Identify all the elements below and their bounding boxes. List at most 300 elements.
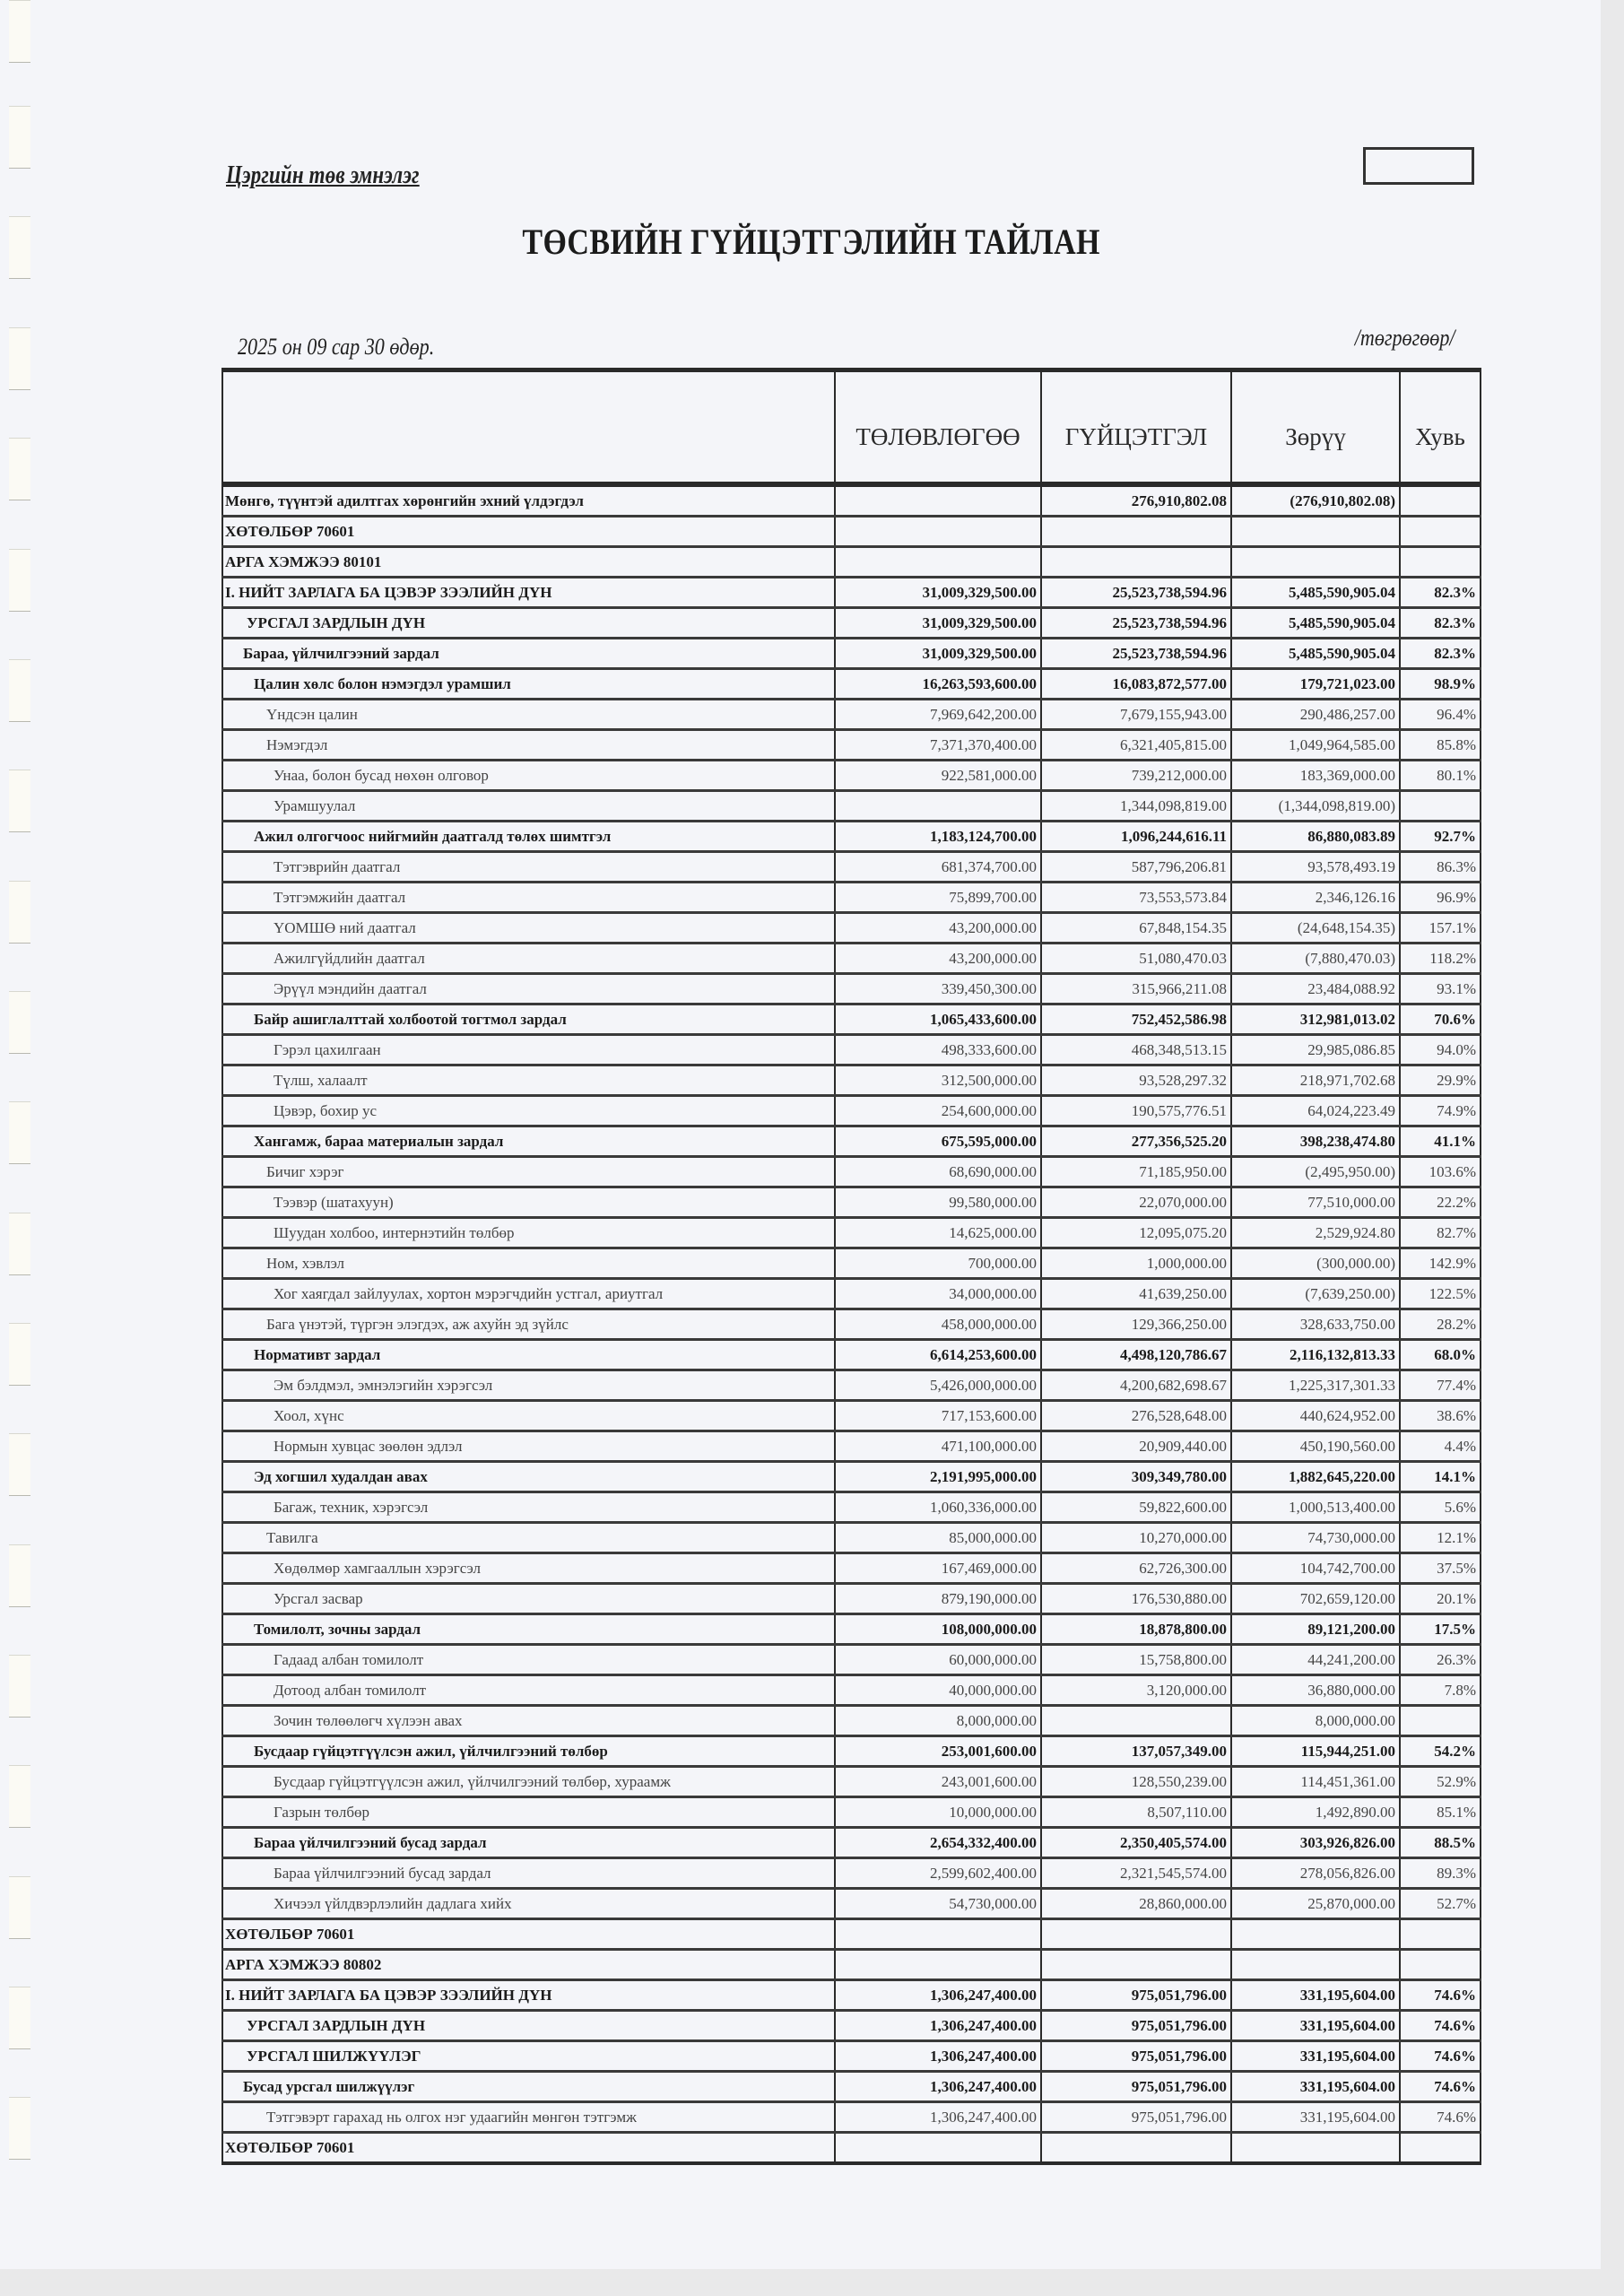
- difference-value: 64,024,223.49: [1231, 1096, 1400, 1126]
- actual-value: 309,349,780.00: [1041, 1462, 1231, 1492]
- table-row: [222, 1858, 1481, 1889]
- percent-value: 74.6%: [1400, 2102, 1481, 2133]
- actual-value: [1041, 1950, 1231, 1980]
- difference-value: 331,195,604.00: [1231, 2041, 1400, 2072]
- binding-hole: [9, 1876, 30, 1939]
- percent-value: 74.9%: [1400, 1096, 1481, 1126]
- table-row: [222, 2041, 1481, 2072]
- difference-value: (7,639,250.00): [1231, 1279, 1400, 1309]
- table-row: [222, 2133, 1481, 2164]
- actual-value: 41,639,250.00: [1041, 1279, 1231, 1309]
- row-label: УРСГАЛ ЗАРДЛЫН ДҮН: [222, 2011, 835, 2041]
- row-label: Багаж, техник, хэрэгсэл: [222, 1492, 835, 1523]
- table-row: [222, 1980, 1481, 2011]
- actual-value: 20,909,440.00: [1041, 1431, 1231, 1462]
- header-plan: ТӨЛӨВЛӨГӨӨ: [835, 370, 1041, 485]
- table-row: [222, 1462, 1481, 1492]
- table-row: [222, 1370, 1481, 1401]
- plan-value: 1,306,247,400.00: [835, 1980, 1041, 2011]
- plan-value: 700,000.00: [835, 1248, 1041, 1279]
- plan-value: 5,426,000,000.00: [835, 1370, 1041, 1401]
- table-row: [222, 1248, 1481, 1279]
- table-row: [222, 1523, 1481, 1553]
- row-label: Мөнгө, түүнтэй адилтгах хөрөнгийн эхний үлдэгдэл: [222, 484, 835, 517]
- table-row: [222, 1279, 1481, 1309]
- table-row: [222, 791, 1481, 822]
- plan-value: 471,100,000.00: [835, 1431, 1041, 1462]
- percent-value: 26.3%: [1400, 1645, 1481, 1675]
- table-row: [222, 1096, 1481, 1126]
- actual-value: [1041, 2133, 1231, 2164]
- table-row: [222, 1828, 1481, 1858]
- row-label: Шуудан холбоо, интернэтийн төлбөр: [222, 1218, 835, 1248]
- row-label: Тээвэр (шатахуун): [222, 1187, 835, 1218]
- difference-value: 1,882,645,220.00: [1231, 1462, 1400, 1492]
- actual-value: 975,051,796.00: [1041, 2102, 1231, 2133]
- actual-value: 276,910,802.08: [1041, 484, 1231, 517]
- row-label: Хог хаягдал зайлуулах, хортон мэрэгчдийн устгал, ариутгал: [222, 1279, 835, 1309]
- plan-value: 6,614,253,600.00: [835, 1340, 1041, 1370]
- table-row: [222, 1340, 1481, 1370]
- actual-value: 12,095,075.20: [1041, 1218, 1231, 1248]
- difference-value: 331,195,604.00: [1231, 1980, 1400, 2011]
- table-row: [222, 730, 1481, 761]
- difference-value: 74,730,000.00: [1231, 1523, 1400, 1553]
- actual-value: 71,185,950.00: [1041, 1157, 1231, 1187]
- actual-value: 2,350,405,574.00: [1041, 1828, 1231, 1858]
- actual-value: 25,523,738,594.96: [1041, 608, 1231, 639]
- actual-value: 18,878,800.00: [1041, 1614, 1231, 1645]
- percent-value: 74.6%: [1400, 2011, 1481, 2041]
- header-percent: Хувь: [1400, 370, 1481, 485]
- row-label: Урамшуулал: [222, 791, 835, 822]
- difference-value: (1,344,098,819.00): [1231, 791, 1400, 822]
- plan-value: 2,191,995,000.00: [835, 1462, 1041, 1492]
- plan-value: 8,000,000.00: [835, 1706, 1041, 1736]
- plan-value: 31,009,329,500.00: [835, 639, 1041, 669]
- difference-value: 1,225,317,301.33: [1231, 1370, 1400, 1401]
- header-actual: ГҮЙЦЭТГЭЛ: [1041, 370, 1231, 485]
- table-row: [222, 1035, 1481, 1065]
- actual-value: 276,528,648.00: [1041, 1401, 1231, 1431]
- plan-value: 68,690,000.00: [835, 1157, 1041, 1187]
- table-row: [222, 1614, 1481, 1645]
- plan-value: 717,153,600.00: [835, 1401, 1041, 1431]
- row-label: Эрүүл мэндийн даатгал: [222, 974, 835, 1004]
- row-label: Бусад урсгал шилжүүлэг: [222, 2072, 835, 2102]
- difference-value: 114,451,361.00: [1231, 1767, 1400, 1797]
- difference-value: 5,485,590,905.04: [1231, 608, 1400, 639]
- difference-value: 89,121,200.00: [1231, 1614, 1400, 1645]
- table-row: [222, 484, 1481, 517]
- plan-value: 31,009,329,500.00: [835, 578, 1041, 608]
- percent-value: 41.1%: [1400, 1126, 1481, 1157]
- actual-value: 975,051,796.00: [1041, 2072, 1231, 2102]
- table-row: [222, 639, 1481, 669]
- plan-value: 1,183,124,700.00: [835, 822, 1041, 852]
- row-label: I. НИЙТ ЗАРЛАГА БА ЦЭВЭР ЗЭЭЛИЙН ДҮН: [222, 578, 835, 608]
- table-row: [222, 1126, 1481, 1157]
- plan-value: 167,469,000.00: [835, 1553, 1041, 1584]
- percent-value: 77.4%: [1400, 1370, 1481, 1401]
- actual-value: 137,057,349.00: [1041, 1736, 1231, 1767]
- report-title: ТӨСВИЙН ГҮЙЦЭТГЭЛИЙН ТАЙЛАН: [522, 222, 1100, 262]
- percent-value: 89.3%: [1400, 1858, 1481, 1889]
- actual-value: 8,507,110.00: [1041, 1797, 1231, 1828]
- plan-value: 1,306,247,400.00: [835, 2011, 1041, 2041]
- row-label: Бусдаар гүйцэтгүүлсэн ажил, үйлчилгээний төлбөр: [222, 1736, 835, 1767]
- table-row: [222, 1736, 1481, 1767]
- header-difference: Зөрүү: [1231, 370, 1400, 485]
- plan-value: 31,009,329,500.00: [835, 608, 1041, 639]
- percent-value: 17.5%: [1400, 1614, 1481, 1645]
- difference-value: 440,624,952.00: [1231, 1401, 1400, 1431]
- plan-value: 339,450,300.00: [835, 974, 1041, 1004]
- row-label: Унаа, болон бусад нөхөн олговор: [222, 761, 835, 791]
- plan-value: 253,001,600.00: [835, 1736, 1041, 1767]
- binding-hole: [9, 327, 30, 390]
- difference-value: 2,116,132,813.33: [1231, 1340, 1400, 1370]
- percent-value: 54.2%: [1400, 1736, 1481, 1767]
- plan-value: 254,600,000.00: [835, 1096, 1041, 1126]
- row-label: Бага үнэтэй, түргэн элэгдэх, аж ахуйн эд зүйлс: [222, 1309, 835, 1340]
- table-row: [222, 883, 1481, 913]
- table-row: [222, 1431, 1481, 1462]
- plan-value: 1,306,247,400.00: [835, 2041, 1041, 2072]
- table-row: [222, 822, 1481, 852]
- difference-value: 93,578,493.19: [1231, 852, 1400, 883]
- difference-value: [1231, 547, 1400, 578]
- plan-value: 458,000,000.00: [835, 1309, 1041, 1340]
- actual-value: 7,679,155,943.00: [1041, 700, 1231, 730]
- actual-value: 190,575,776.51: [1041, 1096, 1231, 1126]
- percent-value: [1400, 1706, 1481, 1736]
- difference-value: 8,000,000.00: [1231, 1706, 1400, 1736]
- actual-value: 51,080,470.03: [1041, 944, 1231, 974]
- actual-value: 25,523,738,594.96: [1041, 639, 1231, 669]
- percent-value: [1400, 1950, 1481, 1980]
- difference-value: 115,944,251.00: [1231, 1736, 1400, 1767]
- table-row: [222, 974, 1481, 1004]
- difference-value: 398,238,474.80: [1231, 1126, 1400, 1157]
- table-row: [222, 1401, 1481, 1431]
- percent-value: [1400, 484, 1481, 517]
- row-label: Нормын хувцас зөөлөн эдлэл: [222, 1431, 835, 1462]
- plan-value: 40,000,000.00: [835, 1675, 1041, 1706]
- plan-value: 922,581,000.00: [835, 761, 1041, 791]
- actual-value: 59,822,600.00: [1041, 1492, 1231, 1523]
- plan-value: 2,654,332,400.00: [835, 1828, 1041, 1858]
- binding-hole: [9, 0, 30, 63]
- budget-execution-table: [221, 368, 1481, 2165]
- actual-value: 93,528,297.32: [1041, 1065, 1231, 1096]
- difference-value: [1231, 2133, 1400, 2164]
- row-label: Бараа, үйлчилгээний зардал: [222, 639, 835, 669]
- difference-value: 450,190,560.00: [1231, 1431, 1400, 1462]
- difference-value: 2,529,924.80: [1231, 1218, 1400, 1248]
- actual-value: [1041, 1919, 1231, 1950]
- binding-hole: [9, 770, 30, 832]
- percent-value: 38.6%: [1400, 1401, 1481, 1431]
- row-label: Гэрэл цахилгаан: [222, 1035, 835, 1065]
- table-row: [222, 1492, 1481, 1523]
- binding-hole: [9, 1433, 30, 1496]
- percent-value: 52.9%: [1400, 1767, 1481, 1797]
- table-row: [222, 1065, 1481, 1096]
- percent-value: [1400, 517, 1481, 547]
- difference-value: 179,721,023.00: [1231, 669, 1400, 700]
- row-label: АРГА ХЭМЖЭЭ 80101: [222, 547, 835, 578]
- row-label: ХӨТӨЛБӨР 70601: [222, 2133, 835, 2164]
- plan-value: 312,500,000.00: [835, 1065, 1041, 1096]
- percent-value: 96.4%: [1400, 700, 1481, 730]
- plan-value: [835, 517, 1041, 547]
- difference-value: 312,981,013.02: [1231, 1004, 1400, 1035]
- actual-value: 22,070,000.00: [1041, 1187, 1231, 1218]
- difference-value: 5,485,590,905.04: [1231, 578, 1400, 608]
- plan-value: 498,333,600.00: [835, 1035, 1041, 1065]
- actual-value: 28,860,000.00: [1041, 1889, 1231, 1919]
- percent-value: [1400, 1919, 1481, 1950]
- table-row: [222, 1767, 1481, 1797]
- row-label: ХӨТӨЛБӨР 70601: [222, 1919, 835, 1950]
- plan-value: [835, 1950, 1041, 1980]
- table-row: [222, 852, 1481, 883]
- actual-value: 62,726,300.00: [1041, 1553, 1231, 1584]
- actual-value: 3,120,000.00: [1041, 1675, 1231, 1706]
- percent-value: 68.0%: [1400, 1340, 1481, 1370]
- actual-value: 129,366,250.00: [1041, 1309, 1231, 1340]
- plan-value: 16,263,593,600.00: [835, 669, 1041, 700]
- plan-value: 1,065,433,600.00: [835, 1004, 1041, 1035]
- percent-value: 28.2%: [1400, 1309, 1481, 1340]
- binding-hole: [9, 1544, 30, 1607]
- difference-value: 331,195,604.00: [1231, 2011, 1400, 2041]
- plan-value: 1,060,336,000.00: [835, 1492, 1041, 1523]
- binding-hole: [9, 659, 30, 722]
- row-label: Ном, хэвлэл: [222, 1248, 835, 1279]
- difference-value: 303,926,826.00: [1231, 1828, 1400, 1858]
- percent-value: 94.0%: [1400, 1035, 1481, 1065]
- table-header-row: [222, 370, 1481, 485]
- row-label: Хөдөлмөр хамгааллын хэрэгсэл: [222, 1553, 835, 1584]
- row-label: Нэмэгдэл: [222, 730, 835, 761]
- percent-value: 92.7%: [1400, 822, 1481, 852]
- difference-value: (24,648,154.35): [1231, 913, 1400, 944]
- plan-value: 2,599,602,400.00: [835, 1858, 1041, 1889]
- actual-value: 1,344,098,819.00: [1041, 791, 1231, 822]
- table-row: [222, 1645, 1481, 1675]
- actual-value: 6,321,405,815.00: [1041, 730, 1231, 761]
- difference-value: 1,000,513,400.00: [1231, 1492, 1400, 1523]
- row-label: Газрын төлбөр: [222, 1797, 835, 1828]
- percent-value: 70.6%: [1400, 1004, 1481, 1035]
- plan-value: 1,306,247,400.00: [835, 2102, 1041, 2133]
- row-label: Хичээл үйлдвэрлэлийн дадлага хийх: [222, 1889, 835, 1919]
- percent-value: 142.9%: [1400, 1248, 1481, 1279]
- difference-value: 183,369,000.00: [1231, 761, 1400, 791]
- percent-value: 74.6%: [1400, 2072, 1481, 2102]
- row-label: Ажил олгогчоос нийгмийн даатгалд төлөх шимтгэл: [222, 822, 835, 852]
- row-label: Ажилгүйдлийн даатгал: [222, 944, 835, 974]
- binding-hole: [9, 1101, 30, 1164]
- difference-value: 218,971,702.68: [1231, 1065, 1400, 1096]
- binding-hole: [9, 549, 30, 612]
- table-row: [222, 1675, 1481, 1706]
- plan-value: 7,969,642,200.00: [835, 700, 1041, 730]
- percent-value: 52.7%: [1400, 1889, 1481, 1919]
- difference-value: 702,659,120.00: [1231, 1584, 1400, 1614]
- plan-value: 879,190,000.00: [835, 1584, 1041, 1614]
- plan-value: 14,625,000.00: [835, 1218, 1041, 1248]
- percent-value: 96.9%: [1400, 883, 1481, 913]
- actual-value: [1041, 1706, 1231, 1736]
- percent-value: 88.5%: [1400, 1828, 1481, 1858]
- difference-value: (300,000.00): [1231, 1248, 1400, 1279]
- binding-hole: [9, 106, 30, 169]
- actual-value: 4,200,682,698.67: [1041, 1370, 1231, 1401]
- row-label: Гадаад албан томилолт: [222, 1645, 835, 1675]
- percent-value: 20.1%: [1400, 1584, 1481, 1614]
- table-row: [222, 669, 1481, 700]
- table-body: [222, 484, 1481, 2163]
- plan-value: [835, 2133, 1041, 2164]
- row-label: Түлш, халаалт: [222, 1065, 835, 1096]
- actual-value: 739,212,000.00: [1041, 761, 1231, 791]
- percent-value: 82.7%: [1400, 1218, 1481, 1248]
- percent-value: 22.2%: [1400, 1187, 1481, 1218]
- binding-hole: [9, 1655, 30, 1718]
- table-row: [222, 517, 1481, 547]
- difference-value: 23,484,088.92: [1231, 974, 1400, 1004]
- actual-value: 2,321,545,574.00: [1041, 1858, 1231, 1889]
- header-label: [222, 370, 835, 485]
- table-row: [222, 944, 1481, 974]
- percent-value: 93.1%: [1400, 974, 1481, 1004]
- table-row: [222, 2072, 1481, 2102]
- table-row: [222, 2102, 1481, 2133]
- table-row: [222, 1004, 1481, 1035]
- difference-value: (2,495,950.00): [1231, 1157, 1400, 1187]
- actual-value: 73,553,573.84: [1041, 883, 1231, 913]
- plan-value: 54,730,000.00: [835, 1889, 1041, 1919]
- row-label: Зочин төлөөлөгч хүлээн авах: [222, 1706, 835, 1736]
- stamp-box: [1363, 147, 1474, 185]
- row-label: Бусдаар гүйцэтгүүлсэн ажил, үйлчилгээний төлбөр, хураамж: [222, 1767, 835, 1797]
- table-row: [222, 608, 1481, 639]
- percent-value: 37.5%: [1400, 1553, 1481, 1584]
- binding-hole: [9, 2097, 30, 2160]
- percent-value: 7.8%: [1400, 1675, 1481, 1706]
- percent-value: [1400, 791, 1481, 822]
- plan-value: 108,000,000.00: [835, 1614, 1041, 1645]
- row-label: Бичиг хэрэг: [222, 1157, 835, 1187]
- row-label: Хоол, хүнс: [222, 1401, 835, 1431]
- difference-value: 25,870,000.00: [1231, 1889, 1400, 1919]
- difference-value: 2,346,126.16: [1231, 883, 1400, 913]
- percent-value: 122.5%: [1400, 1279, 1481, 1309]
- percent-value: 85.1%: [1400, 1797, 1481, 1828]
- percent-value: 80.1%: [1400, 761, 1481, 791]
- row-label: Дотоод албан томилолт: [222, 1675, 835, 1706]
- row-label: Тавилга: [222, 1523, 835, 1553]
- actual-value: 128,550,239.00: [1041, 1767, 1231, 1797]
- binding-hole: [9, 1987, 30, 2049]
- difference-value: 104,742,700.00: [1231, 1553, 1400, 1584]
- plan-value: 99,580,000.00: [835, 1187, 1041, 1218]
- difference-value: 29,985,086.85: [1231, 1035, 1400, 1065]
- plan-value: 681,374,700.00: [835, 852, 1041, 883]
- plan-value: 34,000,000.00: [835, 1279, 1041, 1309]
- difference-value: (276,910,802.08): [1231, 484, 1400, 517]
- percent-value: 29.9%: [1400, 1065, 1481, 1096]
- difference-value: 36,880,000.00: [1231, 1675, 1400, 1706]
- table-row: [222, 578, 1481, 608]
- plan-value: 85,000,000.00: [835, 1523, 1041, 1553]
- actual-value: 315,966,211.08: [1041, 974, 1231, 1004]
- row-label: Эд хогшил худалдан авах: [222, 1462, 835, 1492]
- percent-value: 74.6%: [1400, 1980, 1481, 2011]
- row-label: ХӨТӨЛБӨР 70601: [222, 517, 835, 547]
- actual-value: 587,796,206.81: [1041, 852, 1231, 883]
- difference-value: 5,485,590,905.04: [1231, 639, 1400, 669]
- difference-value: 77,510,000.00: [1231, 1187, 1400, 1218]
- plan-value: [835, 547, 1041, 578]
- row-label: Хангамж, бараа материалын зардал: [222, 1126, 835, 1157]
- table-row: [222, 1919, 1481, 1950]
- row-label: ҮОМШӨ ний даатгал: [222, 913, 835, 944]
- difference-value: 1,049,964,585.00: [1231, 730, 1400, 761]
- actual-value: 67,848,154.35: [1041, 913, 1231, 944]
- row-label: Тэтгэвэрт гарахад нь олгох нэг удаагийн мөнгөн тэтгэмж: [222, 2102, 835, 2133]
- difference-value: 331,195,604.00: [1231, 2072, 1400, 2102]
- plan-value: [835, 791, 1041, 822]
- row-label: УРСГАЛ ЗАРДЛЫН ДҮН: [222, 608, 835, 639]
- binding-hole: [9, 1213, 30, 1275]
- actual-value: [1041, 517, 1231, 547]
- actual-value: 16,083,872,577.00: [1041, 669, 1231, 700]
- table-row: [222, 761, 1481, 791]
- report-date: 2025 он 09 сар 30 өдөр.: [238, 334, 435, 360]
- table-row: [222, 1584, 1481, 1614]
- table-row: [222, 1157, 1481, 1187]
- actual-value: 975,051,796.00: [1041, 2041, 1231, 2072]
- row-label: Тэтгэмжийн даатгал: [222, 883, 835, 913]
- row-label: АРГА ХЭМЖЭЭ 80802: [222, 1950, 835, 1980]
- difference-value: 290,486,257.00: [1231, 700, 1400, 730]
- binding-hole: [9, 991, 30, 1054]
- table-row: [222, 1889, 1481, 1919]
- plan-value: 43,200,000.00: [835, 944, 1041, 974]
- plan-value: 75,899,700.00: [835, 883, 1041, 913]
- percent-value: 82.3%: [1400, 578, 1481, 608]
- row-label: Бараа үйлчилгээний бусад зардал: [222, 1858, 835, 1889]
- table-row: [222, 700, 1481, 730]
- difference-value: 278,056,826.00: [1231, 1858, 1400, 1889]
- actual-value: 1,000,000.00: [1041, 1248, 1231, 1279]
- percent-value: 5.6%: [1400, 1492, 1481, 1523]
- actual-value: 752,452,586.98: [1041, 1004, 1231, 1035]
- difference-value: [1231, 1950, 1400, 1980]
- percent-value: 157.1%: [1400, 913, 1481, 944]
- difference-value: 328,633,750.00: [1231, 1309, 1400, 1340]
- row-label: Томилолт, зочны зардал: [222, 1614, 835, 1645]
- plan-value: 675,595,000.00: [835, 1126, 1041, 1157]
- percent-value: [1400, 547, 1481, 578]
- actual-value: 277,356,525.20: [1041, 1126, 1231, 1157]
- table-row: [222, 1309, 1481, 1340]
- plan-value: 1,306,247,400.00: [835, 2072, 1041, 2102]
